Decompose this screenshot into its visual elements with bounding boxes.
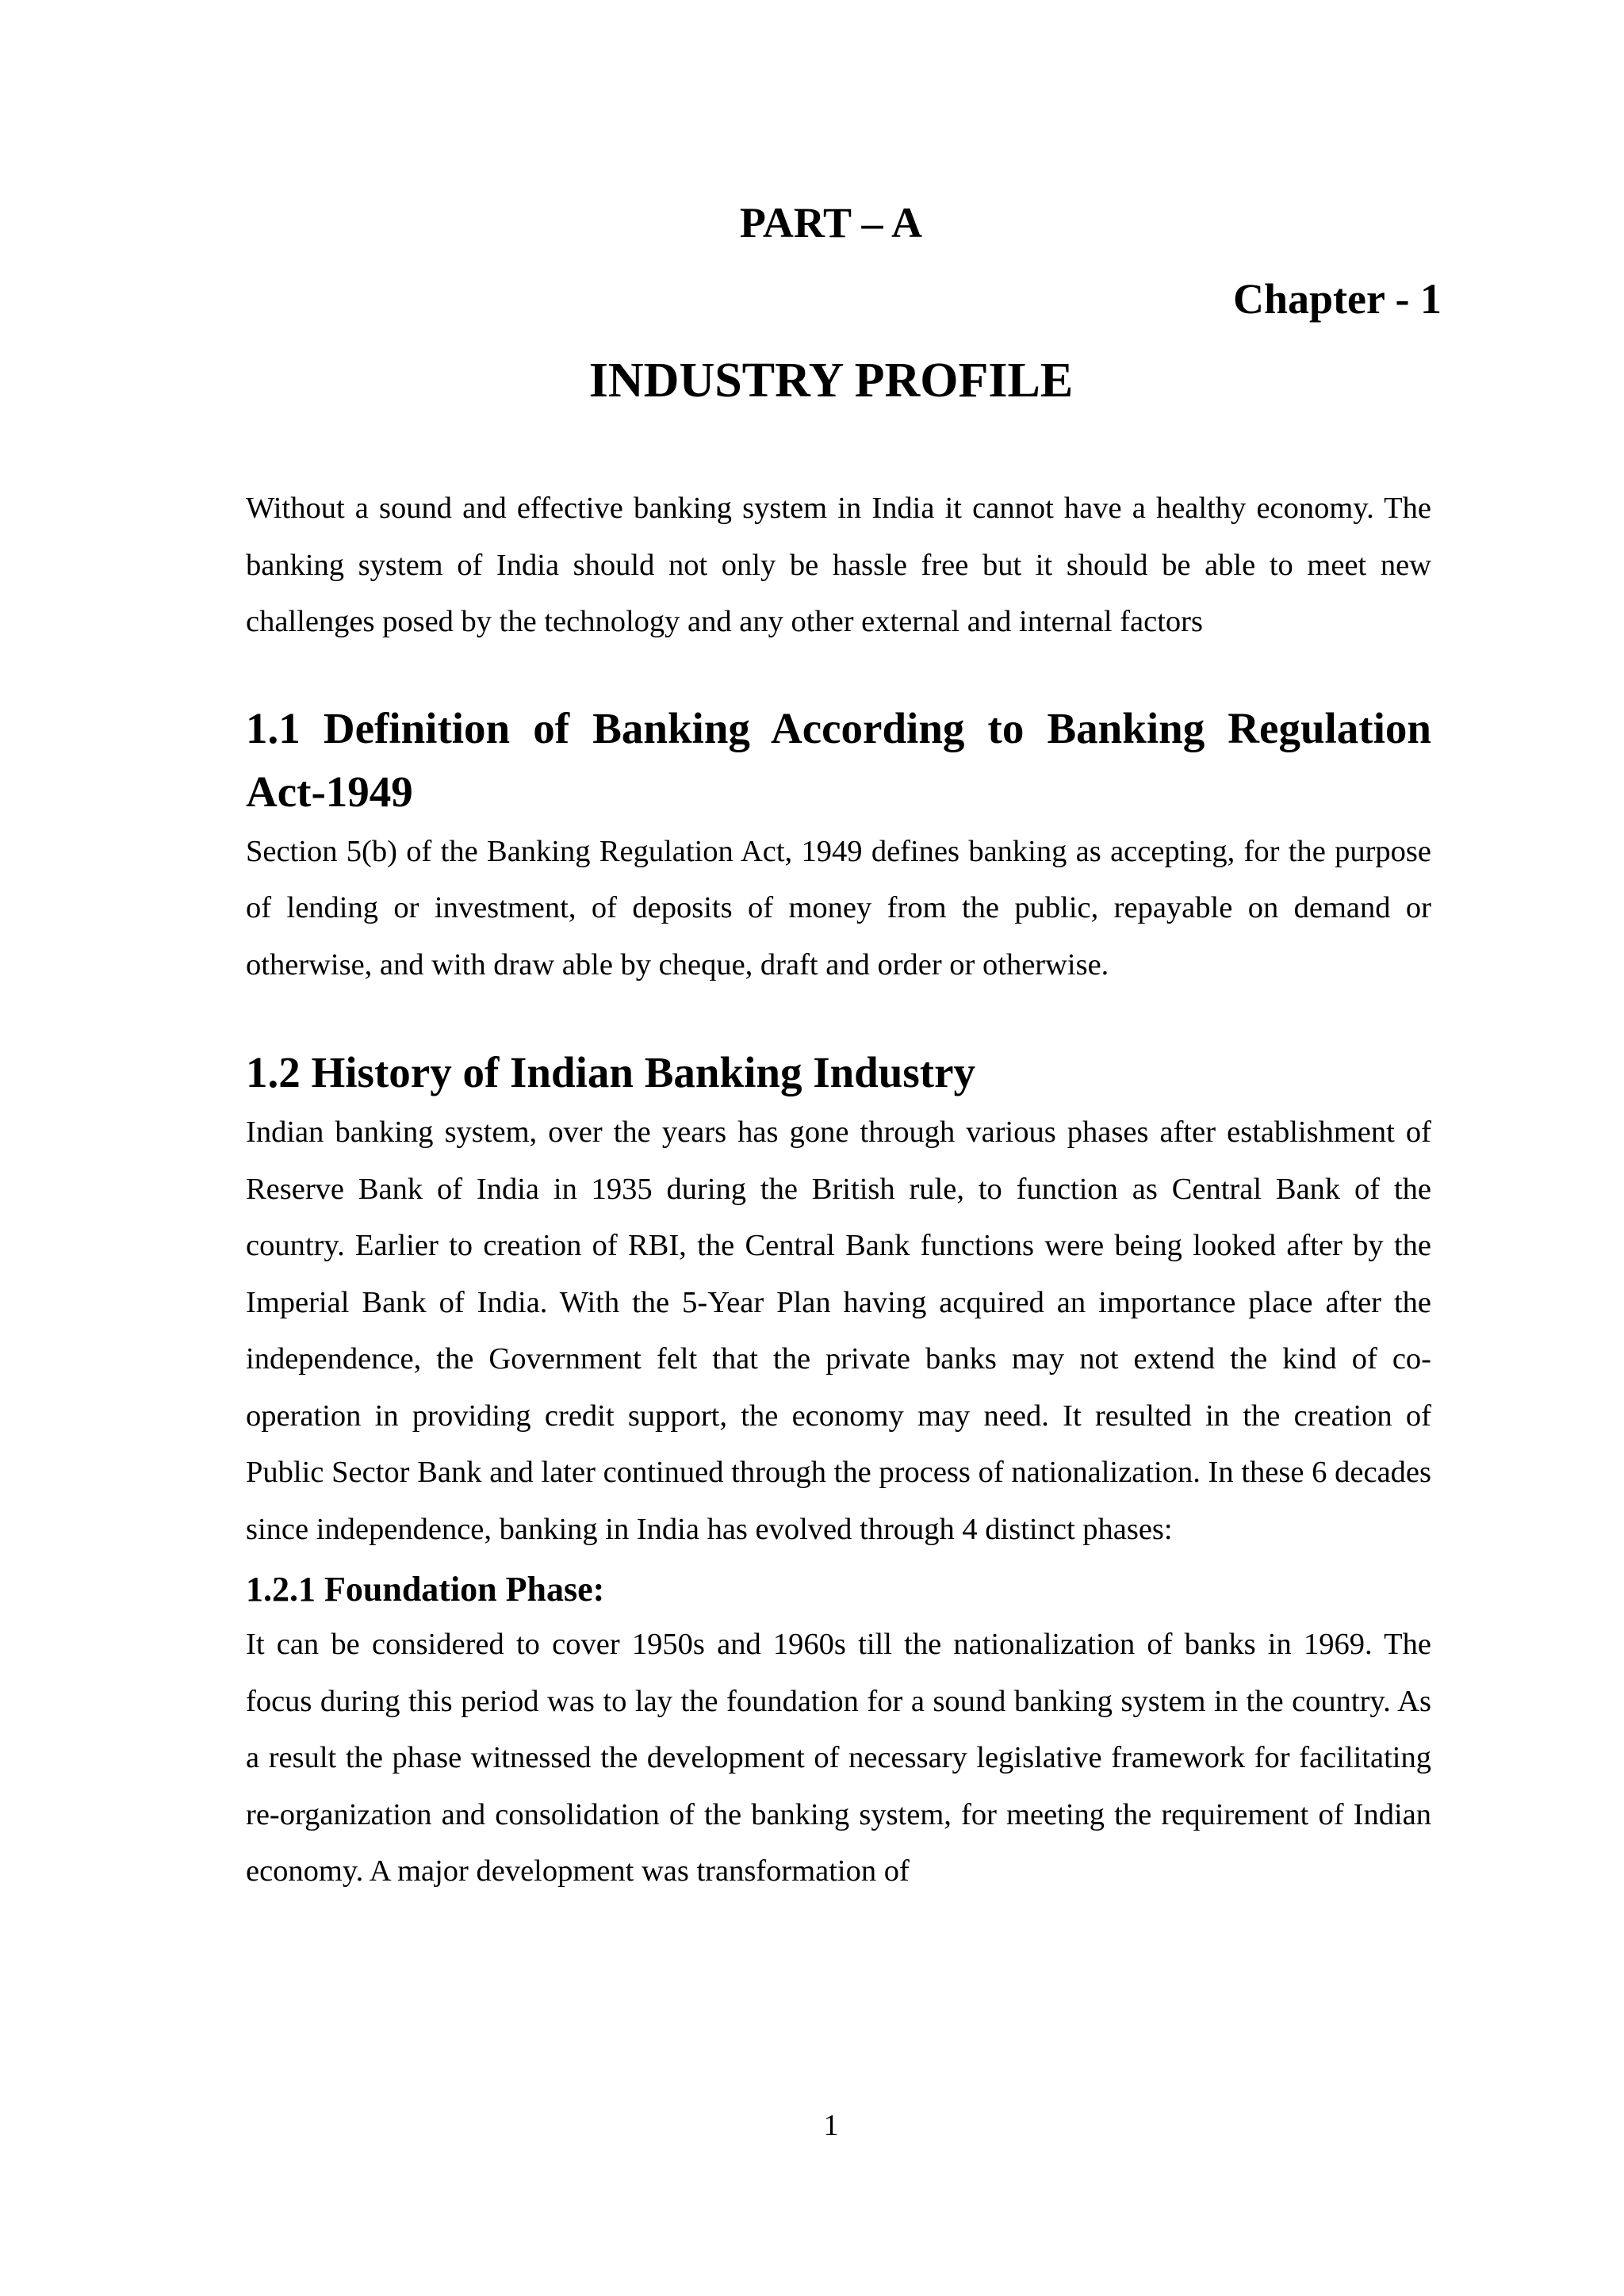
section-1-1-heading: 1.1 Definition of Banking According to Banking Regulation Act-1949 [246,703,1431,816]
page-number: 1 [823,2109,839,2142]
main-content [246,480,1431,1900]
page-title: INDUSTRY PROFILE [588,354,1074,408]
section-1-2-paragraph: Indian banking system, over the years has gone through various phases after establishment of Reserve Bank of India in 1935 during the British rule, to function as Central Bank of the country. Earlier to creation of RBI, the Central Bank functions were being looked after by the Imperial Bank of India. With the 5-Year Plan having acquired an importance place after the independence, the Government felt that the private banks may not extend the kind of co-operation in providing credit support, the economy may need. It resulted in the creation of Public Sector Bank and later continued through the process of nationalization. In these 6 decades since independence, banking in India has evolved through 4 distinct phases: [246,1115,1431,1546]
section-1-2-1-heading: 1.2.1 Foundation Phase: [246,1570,605,1609]
intro-paragraph: Without a sound and effective banking system in India it cannot have a healthy economy. The banking system of India should not only be hassle free but it should be able to meet new challenges posed by the technology and any other external and internal factors [246,492,1431,638]
chapter-title: Chapter - 1 [1233,275,1442,323]
part-title: PART – A [739,199,923,247]
section-1-1-paragraph: Section 5(b) of the Banking Regulation Act, 1949 defines banking as accepting, for the purpose of lending or investment, of deposits of money from the public, repayable on demand or otherwise, and with draw able by cheque, draft and order or otherwise. [246,834,1431,982]
section-1-2-1-paragraph: It can be considered to cover 1950s and 1960s till the nationalization of banks in 1969. The focus during this period was to lay the foundation for a sound banking system in the country. As a result the phase witnessed the development of necessary legislative framework for facilitating re-organization and consolidation of the banking system, for meeting the requirement of Indian economy. A major development was transformation of [246,1628,1431,1888]
section-1-2-heading: 1.2 History of Indian Banking Industry [246,1048,975,1096]
